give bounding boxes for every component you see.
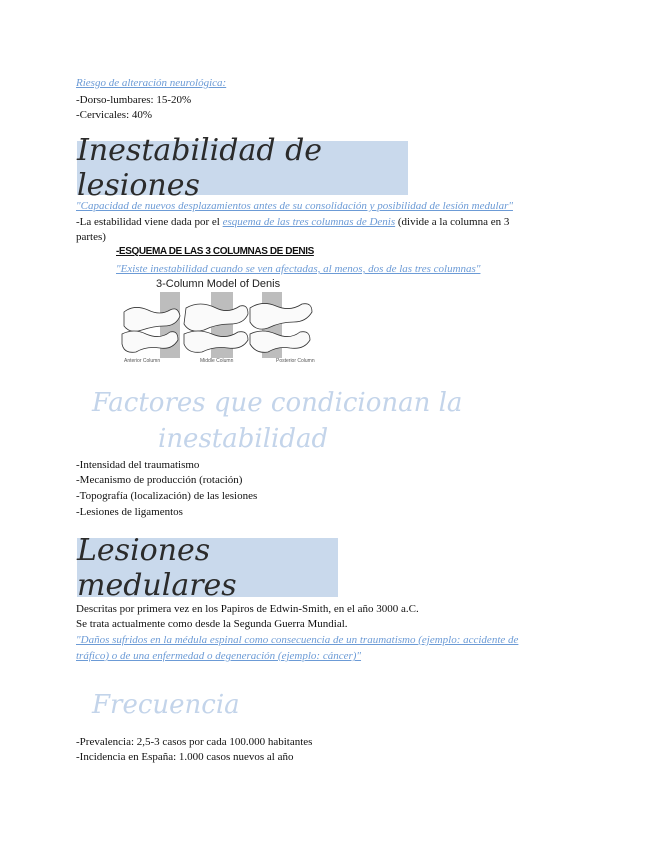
denis-scheme-link[interactable]: esquema de las tres columnas de Denis <box>222 216 396 228</box>
stability-prefix: -La estabilidad viene dada por el <box>76 216 223 228</box>
spinal-quote-line2[interactable]: tráfico) o de una enfermedad o degeneración (ejemplo: cáncer)" <box>76 650 362 662</box>
frequency-item: -Incidencia en España: 1.000 casos nuevos al año <box>76 751 294 763</box>
middle-column-label: Middle Column <box>200 358 234 364</box>
instability-banner-title: Inestabilidad de lesiones <box>77 133 323 203</box>
spine-illustration <box>116 278 326 370</box>
denis-figure <box>116 278 326 370</box>
spinal-paragraph: Descritas por primera vez en los Papiros de Edwin-Smith, en el año 3000 a.C. <box>76 603 419 615</box>
factor-item: -Topografía (localización) de las lesiones <box>76 490 258 502</box>
stability-text-cont: partes) <box>76 231 106 243</box>
factors-heading-line1: Factores que condicionan la <box>92 388 463 418</box>
spinal-lesions-banner-title: Lesiones medulares <box>77 532 237 603</box>
instability-quote[interactable]: "Capacidad de nuevos desplazamientos antes de su consolidación y posibilidad de lesión medular" <box>76 200 513 212</box>
risk-heading-link[interactable]: Riesgo de alteración neurológica: <box>76 77 227 89</box>
stability-text <box>76 215 509 230</box>
figure-title: 3-Column Model of Denis <box>156 278 281 290</box>
factors-heading-line2: inestabilidad <box>158 424 329 454</box>
frequency-item: -Prevalencia: 2,5-3 casos por cada 100.000 habitantes <box>76 736 313 748</box>
factor-item: -Lesiones de ligamentos <box>76 506 183 518</box>
factor-item: -Mecanismo de producción (rotación) <box>76 474 243 486</box>
spinal-lesions-banner <box>77 532 338 603</box>
anterior-column-label: Anterior Column <box>124 358 161 364</box>
risk-item: -Dorso-lumbares: 15-20% <box>76 94 192 106</box>
denis-scheme-title: -ESQUEMA DE LAS 3 COLUMNAS DE DENIS <box>116 246 314 257</box>
instability-banner <box>77 133 408 203</box>
denis-quote[interactable]: "Existe inestabilidad cuando se ven afectadas, al menos, dos de las tres columnas" <box>116 263 481 275</box>
stability-suffix: (divide a la columna en 3 <box>395 216 510 228</box>
risk-item: -Cervicales: 40% <box>76 109 153 121</box>
posterior-column-label: Posterior Column <box>276 358 315 364</box>
spinal-quote-line1[interactable]: "Daños sufridos en la médula espinal como consecuencia de un traumatismo (ejemplo: accidente de <box>76 634 519 646</box>
spinal-paragraph: Se trata actualmente como desde la Segunda Guerra Mundial. <box>76 618 348 630</box>
frequency-heading: Frecuencia <box>92 690 240 720</box>
factor-item: -Intensidad del traumatismo <box>76 459 200 471</box>
